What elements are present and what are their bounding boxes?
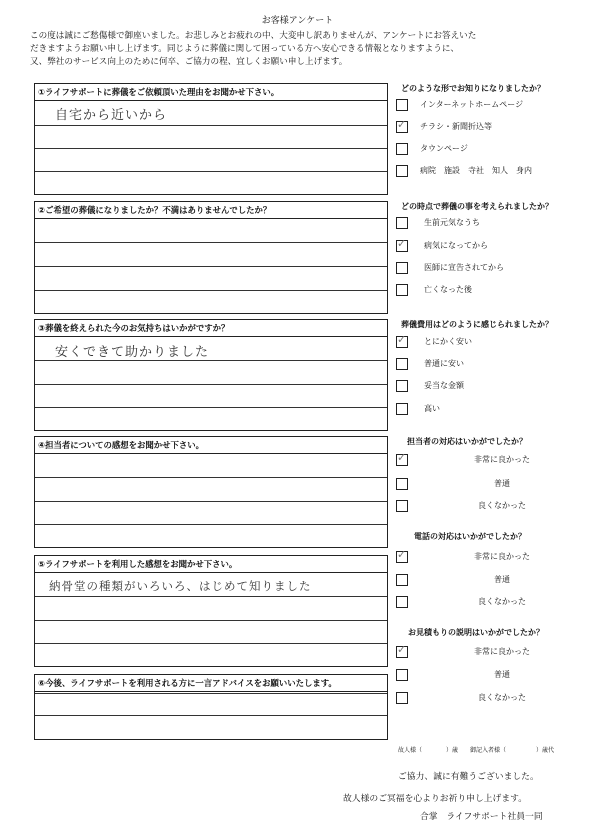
handwritten-answer[interactable]: 安くできて助かりました <box>55 345 210 360</box>
section-title: 葬儀費用はどのように感じられましたか？ <box>401 320 553 329</box>
option-checkbox[interactable] <box>396 333 408 348</box>
option-checkbox[interactable] <box>396 478 408 490</box>
question-box-2 <box>34 201 388 314</box>
question-label: ①ライフサポートに葬儀をご依頼頂いた理由をお聞かせ下さい。 <box>35 84 387 101</box>
option-label: とにかく安い <box>424 337 472 346</box>
question-label: ③葬儀を終えられた今のお気持ちはいかがですか？ <box>35 320 387 337</box>
age-line[interactable]: 故人様（ ）歳 御記入者様（ ）歳代 <box>398 747 555 754</box>
option-checkbox[interactable] <box>396 380 408 392</box>
check-mark-icon: ✓ <box>397 451 407 464</box>
option-checkbox[interactable] <box>396 451 408 466</box>
check-mark-icon: ✓ <box>397 237 407 250</box>
option-checkbox[interactable] <box>396 500 408 512</box>
option-label: タウンページ <box>420 144 468 153</box>
answer-line <box>35 693 387 694</box>
question-box-6 <box>34 674 388 740</box>
section-title: 担当者の対応はいかがでしたか？ <box>407 437 527 446</box>
check-mark-icon: ✓ <box>397 548 407 561</box>
check-mark-icon: ✓ <box>397 643 407 656</box>
option-checkbox[interactable] <box>396 284 408 296</box>
option-label: 高い <box>424 404 440 413</box>
option-checkbox[interactable] <box>396 165 408 177</box>
option-label: 良くなかった <box>478 693 526 702</box>
thanks-text: ご協力、誠に有難うございました。 <box>398 772 539 782</box>
handwritten-answer[interactable]: 自宅から近いから <box>55 108 168 123</box>
question-box-3 <box>34 319 388 431</box>
option-label: 良くなかった <box>478 501 526 510</box>
option-checkbox[interactable] <box>396 692 408 704</box>
intro-line: この度は誠にご愁傷様で御座いました。お悲しみとお疲れの中、大変申し訳ありませんが、アンケートにお答えいた <box>30 31 477 41</box>
answer-line <box>35 596 387 597</box>
section-title: 電話の対応はいかがでしたか？ <box>414 532 526 541</box>
option-checkbox[interactable] <box>396 403 408 415</box>
option-label: 良くなかった <box>478 597 526 606</box>
answer-line <box>35 360 387 361</box>
signature-text: 合掌 ライフサポート社員一同 <box>420 812 543 822</box>
option-checkbox[interactable] <box>396 548 408 563</box>
section-title: お見積もりの説明はいかがでしたか？ <box>408 628 544 637</box>
answer-line <box>35 501 387 502</box>
option-label: 病気になってから <box>424 241 488 250</box>
option-checkbox[interactable] <box>396 358 408 370</box>
answer-line <box>35 477 387 478</box>
option-checkbox[interactable] <box>396 118 408 133</box>
option-label: インターネットホームページ <box>420 100 524 109</box>
check-mark-icon: ✓ <box>397 333 407 346</box>
option-checkbox[interactable] <box>396 237 408 252</box>
page-title: お客様アンケート <box>261 16 334 26</box>
question-label: ②ご希望の葬儀になりましたか？不満はありませんでしたか？ <box>35 202 387 219</box>
answer-line <box>35 384 387 385</box>
option-label: 妥当な金額 <box>424 381 464 390</box>
option-label: 普通 <box>494 670 510 679</box>
option-label: チラシ・新聞折込等 <box>420 122 492 131</box>
question-label: ⑥今後、ライフサポートを利用される方に一言アドバイスをお願いいたします。 <box>35 675 387 692</box>
option-checkbox[interactable] <box>396 99 408 111</box>
option-label: 非常に良かった <box>474 455 530 464</box>
answer-line <box>35 125 387 126</box>
option-label: 亡くなった後 <box>424 285 472 294</box>
option-label: 非常に良かった <box>474 647 530 656</box>
answer-line <box>35 715 387 716</box>
answer-line <box>35 407 387 408</box>
option-checkbox[interactable] <box>396 643 408 658</box>
section-title: どの時点で葬儀の事を考えられましたか？ <box>401 202 553 211</box>
question-box-4 <box>34 436 388 548</box>
question-box-1 <box>34 83 388 195</box>
option-label: 普通に安い <box>424 359 464 368</box>
option-label: 非常に良かった <box>474 552 530 561</box>
answer-line <box>35 242 387 243</box>
option-label: 普通 <box>494 575 510 584</box>
option-checkbox[interactable] <box>396 669 408 681</box>
question-label: ④担当者についての感想をお聞かせ下さい。 <box>35 437 387 454</box>
option-label: 普通 <box>494 479 510 488</box>
answer-line <box>35 524 387 525</box>
answer-line <box>35 643 387 644</box>
option-checkbox[interactable] <box>396 143 408 155</box>
question-box-5 <box>34 555 388 667</box>
answer-line <box>35 266 387 267</box>
option-label: 生前元気なうち <box>424 218 480 227</box>
question-label: ⑤ライフサポートを利用した感想をお聞かせ下さい。 <box>35 556 387 573</box>
prayer-text: 故人様のご冥福を心よりお祈り申し上げます。 <box>343 794 528 804</box>
option-checkbox[interactable] <box>396 574 408 586</box>
intro-text <box>30 30 575 69</box>
option-checkbox[interactable] <box>396 217 408 229</box>
option-checkbox[interactable] <box>396 596 408 608</box>
check-mark-icon: ✓ <box>397 118 407 131</box>
answer-line <box>35 171 387 172</box>
answer-line <box>35 620 387 621</box>
option-label: 医師に宣告されてから <box>424 263 504 272</box>
section-title: どのような形でお知りになりましたか？ <box>401 84 545 93</box>
handwritten-answer[interactable]: 納骨堂の種類がいろいろ、はじめて知りました <box>49 579 312 593</box>
option-checkbox[interactable] <box>396 262 408 274</box>
option-label: 病院 施設 寺社 知人 身内 <box>420 166 532 175</box>
intro-line: 又、弊社のサービス向上のために何卒、ご協力の程、宜しくお願い申し上げます。 <box>30 57 348 67</box>
answer-line <box>35 290 387 291</box>
answer-line <box>35 148 387 149</box>
intro-line: だきますようお願い申し上げます。同じように葬儀に関して困っている方へ安心できる情報となりますように、 <box>30 44 460 54</box>
